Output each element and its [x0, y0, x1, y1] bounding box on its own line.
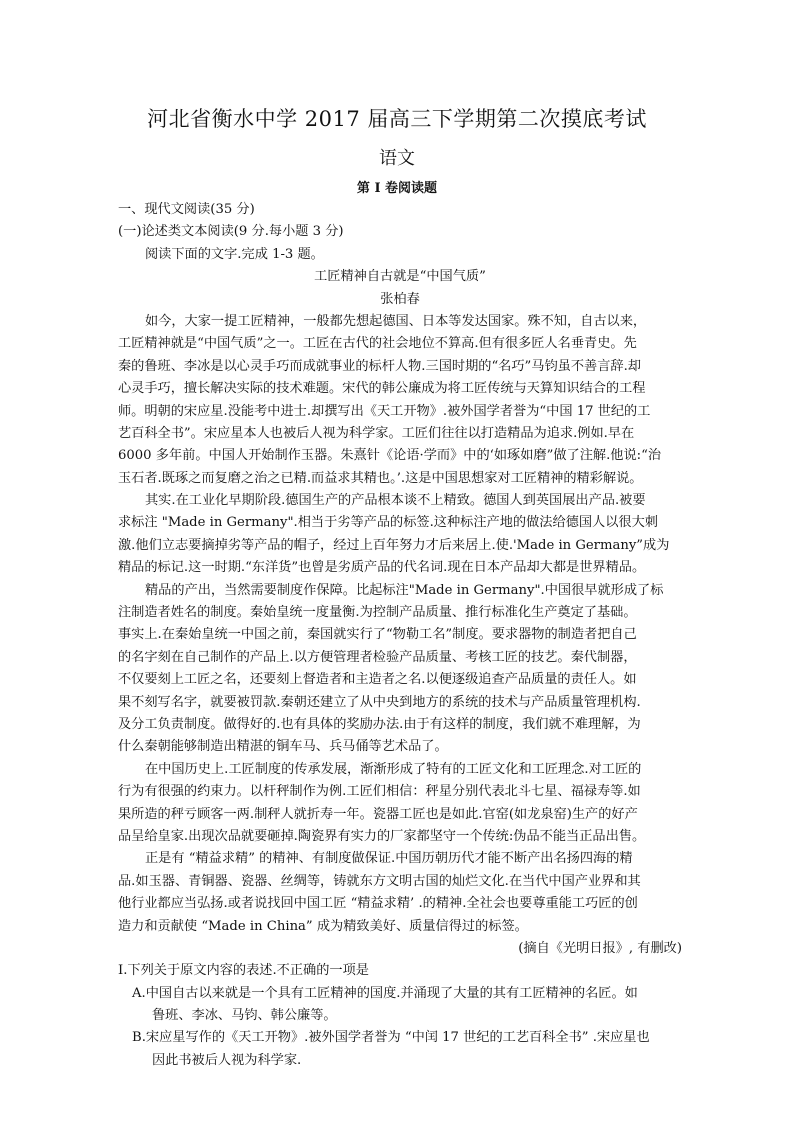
article-line: 行为有很强的约束力。以杆秤制作为例.工匠们相信：秤星分别代表北斗七星、福禄寿等.如 [118, 784, 641, 800]
article-line: 品.如玉器、青铜器、瓷器、丝绸等，铸就东方文明古国的灿烂文化.在当代中国产业界和其 [118, 873, 641, 889]
article-line: 果不刻写名字，就要被罚款.秦朝还建立了从中央到地方的系统的技术与产品质量管理机构. [118, 694, 641, 710]
article-author: 张柏春 [380, 291, 420, 307]
article-title: 工匠精神自古就是“中国气质” [314, 269, 486, 285]
article-line: 秦的鲁班、李冰是以心灵手巧而成就事业的标杆人物.三国时期的“名巧”马钧虽不善言辞.却 [118, 358, 641, 374]
subject-title: 语文 [379, 148, 415, 169]
article-line: 在中国历史上.工匠制度的传承发展，渐渐形成了特有的工匠文化和工匠理念.对工匠的 [145, 761, 642, 777]
article-line: 果所造的秤亏顾客一两.制秤人就折寿一年。瓷器工匠也是如此.官窑(如龙泉窑)生产的好产 [118, 806, 638, 822]
option-a: A.中国自古以来就是一个具有工匠精神的国度.并涌现了大量的其有工匠精神的名匠。如 [132, 985, 638, 1001]
article-line: 及分工负责制度。做得好的.也有具体的奖励办法.由于有这样的制度，我们就不难理解，为 [118, 716, 641, 732]
question-stem: I.下列关于原文内容的表述.不正确的一项是 [118, 963, 369, 979]
article-source: (摘自《光明日报》, 有删改) [518, 940, 682, 956]
article-line: 6000 多年前。中国人开始制作玉器。朱熹针《论语·学而》中的‘如琢如磨”做了注解.他说:“治 [118, 448, 662, 464]
section-heading: 一、现代文阅读(35 分) [118, 202, 255, 217]
article-line: 其实.在工业化早期阶段.德国生产的产品根本谈不上精致。德国人到英国展出产品.被要 [145, 493, 646, 509]
option-a-continued: 鲁班、李冰、马钧、韩公廉等。 [152, 1008, 337, 1024]
article-line: 事实上.在秦始皇统一中国之前，秦国就实行了“物勒工名”制度。要求器物的制造者把自己 [118, 627, 637, 643]
article-line: 正是有 “精益求精” 的精神、有制度做保证.中国历朝历代才能不断产出名扬四海的精 [145, 851, 633, 867]
article-line: 不仅要刻上工匠之名，还要刻上督造者和主造者之名.以便逐级追查产品质量的责任人。如 [118, 672, 637, 688]
part-heading: 第 I 卷阅读题 [356, 181, 438, 196]
article-line: 什么秦朝能够制造出精湛的铜车马、兵马俑等艺术品了。 [118, 739, 448, 755]
sub-section-heading: (一)论述类文本阅读(9 分.每小题 3 分) [118, 224, 344, 240]
article-line: 工匠精神就是“中国气质”之一。工匠在古代的社会地位不算高.但有很多匠人名垂青史。先 [118, 336, 637, 352]
article-line: 注制造者姓名的制度。秦始皇统一度量衡.为控制产品质量、推行标准化生产奠定了基础。 [118, 605, 637, 621]
option-b: B.宋应星写作的《天工开物》.被外国学者誉为 “中闰 17 世纪的工艺百科全书” .宋应星也 [132, 1030, 650, 1046]
article-line: 精品的标记.这一时期.“东洋货”也曾是劣质产品的代名词.现在日本产品却大都是世界精品。 [118, 560, 646, 576]
option-b-continued: 因此书被后人视为科学家. [152, 1052, 302, 1068]
article-line: 玉石者.既琢之而复磨之治之已精.而益求其精也。’.这是中国思想家对工匠精神的精彩解说。 [118, 470, 643, 486]
article-line: 精品的产出，当然需要制度作保障。比起标注"Made in Germany".中国很早就形成了标 [145, 582, 664, 598]
article-line: 求标注 "Made in Germany".相当于劣等产品的标签.这种标注产地的做法给德国人以很大刺 [118, 515, 658, 531]
article-line: 心灵手巧，擅长解决实际的技术难题。宋代的韩公廉成为将工匠传统与天算知识结合的工程 [118, 381, 646, 397]
article-line: 的名字刻在自己制作的产品上.以方便管理者检验产品质量、考核工匠的技艺。秦代制器， [118, 649, 637, 665]
article-line: 品呈给皇家.出现次品就要砸掉.陶瓷界有实力的厂家都坚守一个传统:伪品不能当正品出售。 [118, 828, 646, 844]
article-line: 激.他们立志要摘掉劣等产品的帽子，经过上百年努力才后来居上.使.'Made in Germany”成为 [118, 537, 670, 553]
document-body [118, 199, 682, 1072]
article-line: 艺百科全书”。宋应星本人也被后人视为科学家。工匠们往往以打造精品为追求.例如.早在 [118, 425, 635, 441]
article-line: 造力和贡献使 “Made in China” 成为精致美好、质量信得过的标签。 [118, 918, 528, 934]
reading-instruction: 阅读下面的文字.完成 1-3 题。 [145, 246, 324, 262]
article-line: 如今，大家一提工匠精神，一般都先想起德国、日本等发达国家。殊不知，自古以来， [145, 313, 647, 329]
article-line: 他行业都应当弘扬.或者说找回中国工匠 “精益求精’ .的精神.全社会也要尊重能工巧匠的创 [118, 896, 638, 912]
exam-title: 河北省衡水中学 2017 届高三下学期第二次摸底考试 [147, 107, 647, 131]
article-line: 师。明朝的宋应星.没能考中进士.却撰写出《天工开物》.被外国学者誉为“中国 17 世纪的工 [118, 403, 651, 419]
